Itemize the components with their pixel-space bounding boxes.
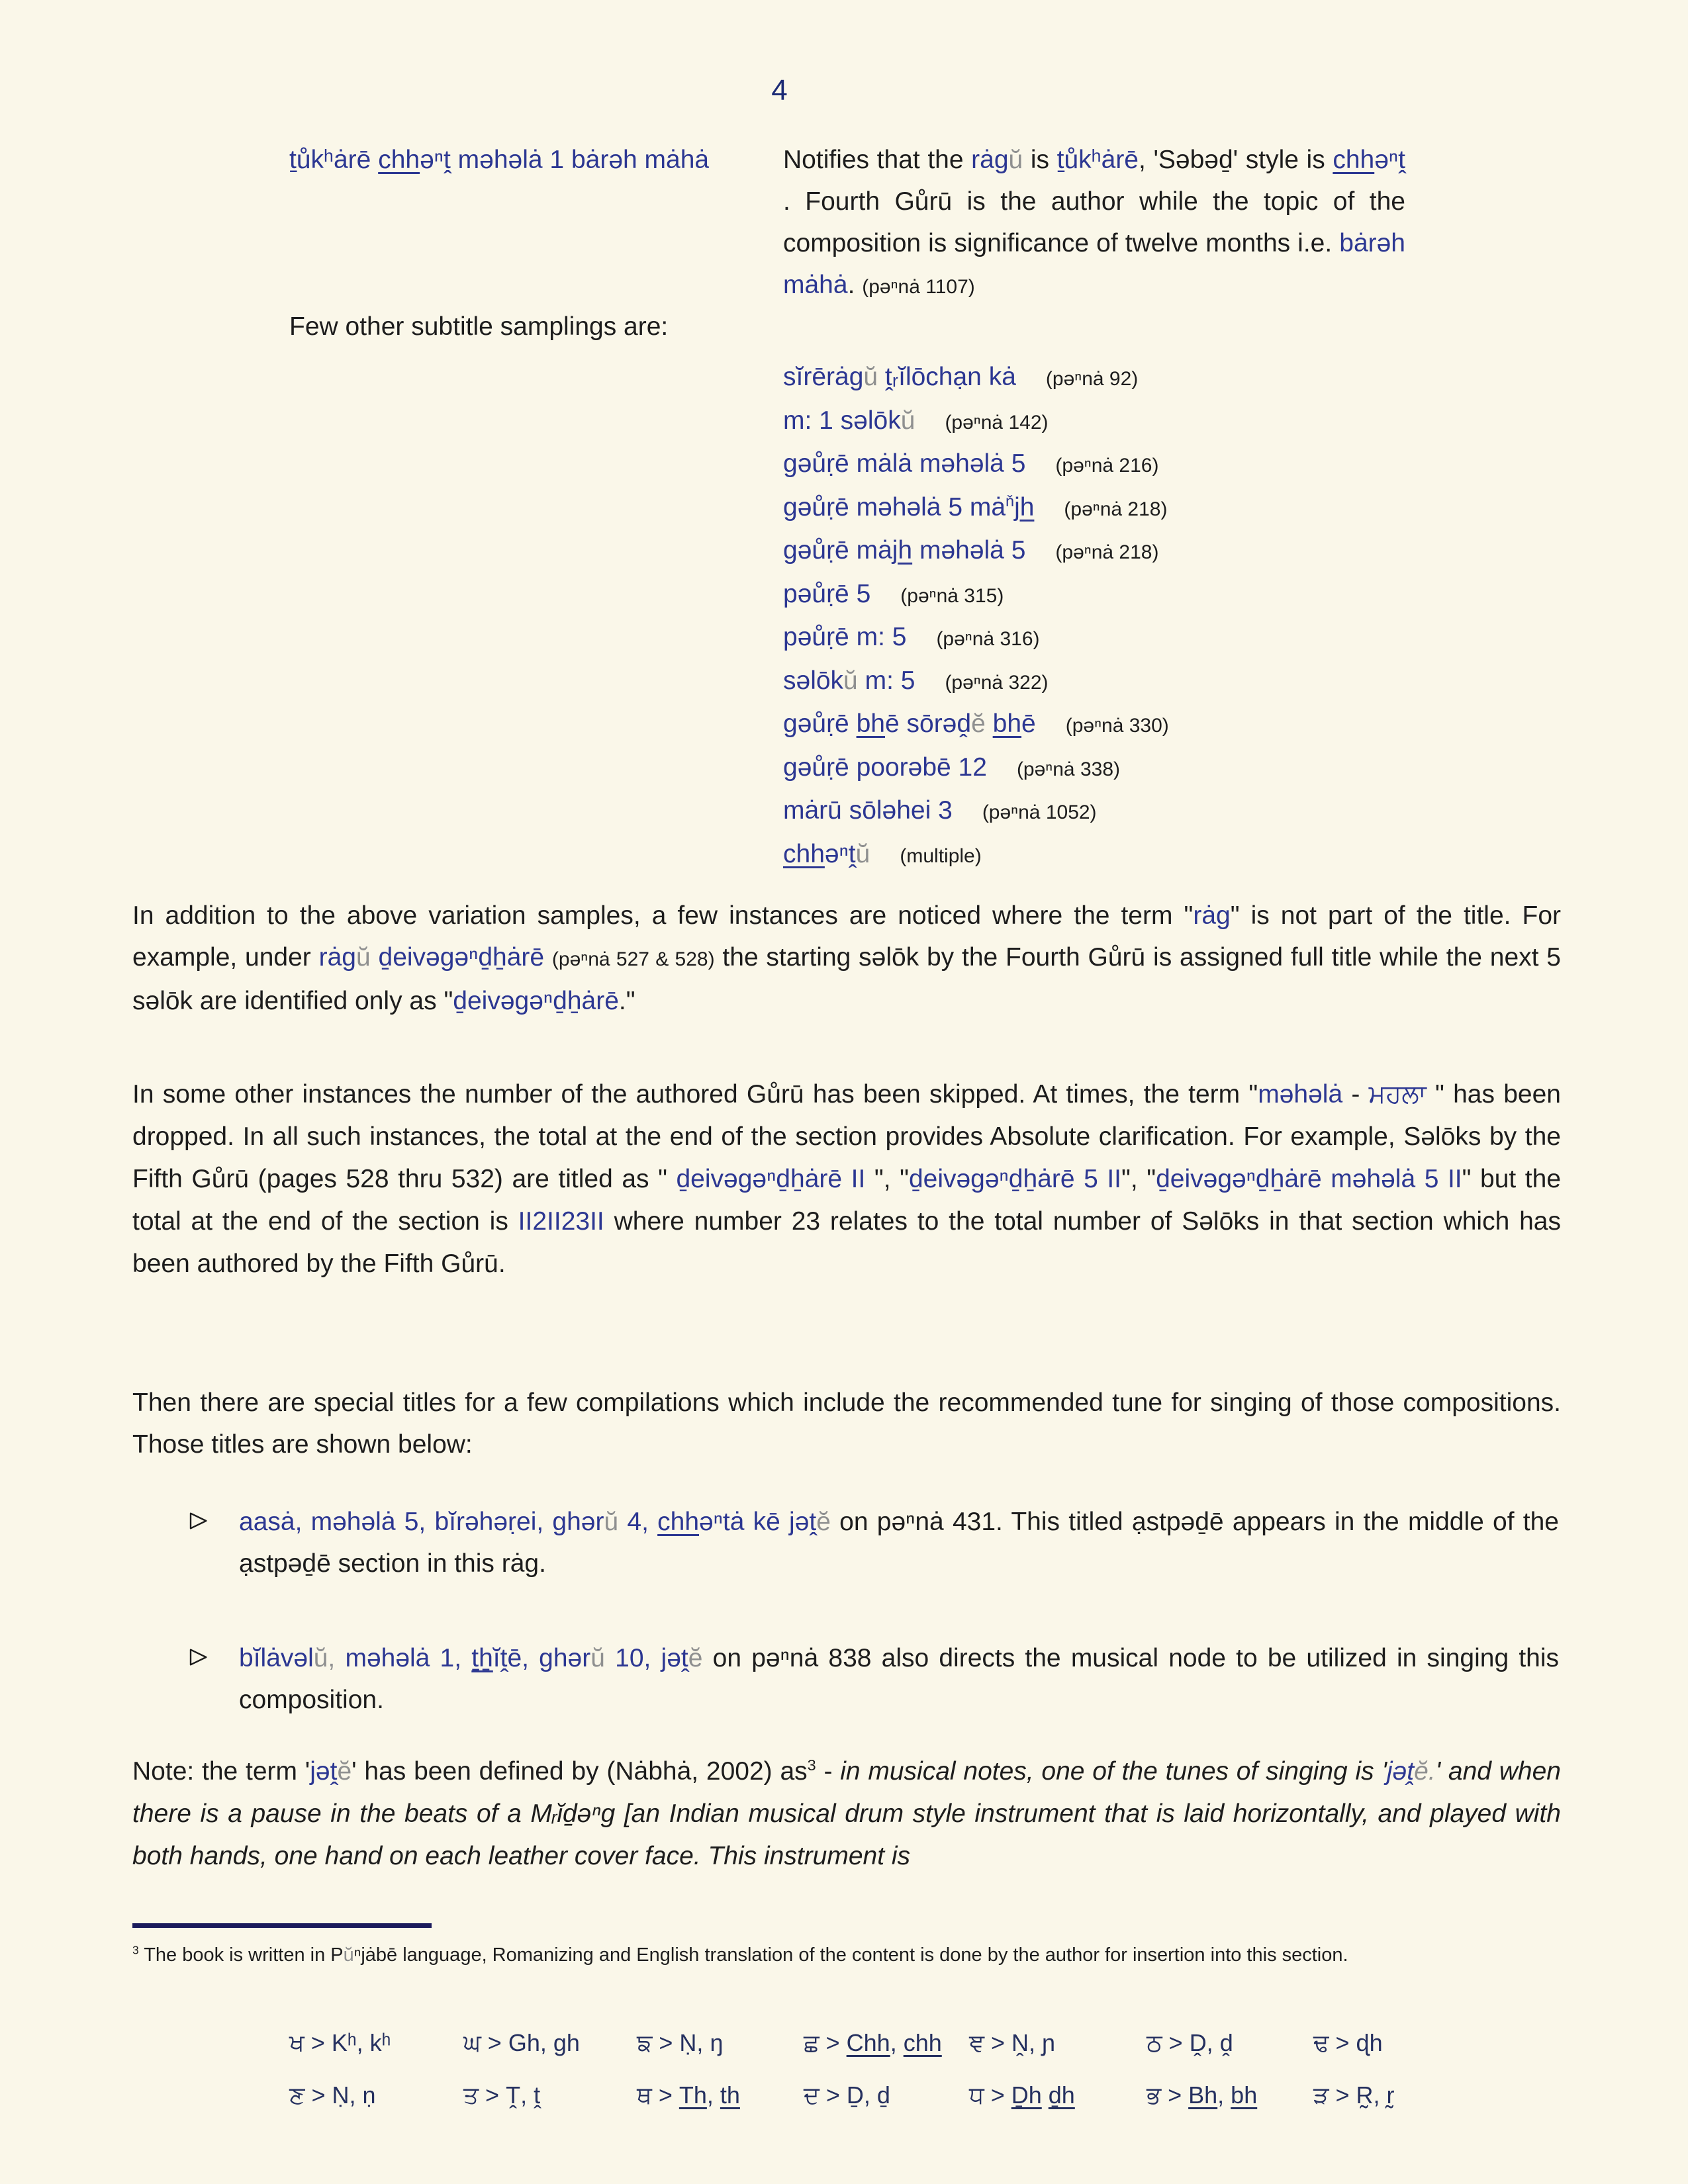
text-segment: rȧg bbox=[318, 943, 356, 972]
text-segment: Ḓ, ḓ bbox=[1189, 2029, 1233, 2056]
text-segment: ĕ bbox=[971, 709, 986, 738]
page-reference: (pəⁿnȧ 92) bbox=[1045, 368, 1139, 390]
list-item bbox=[783, 796, 1564, 840]
page-reference: (pəⁿnȧ 216) bbox=[1055, 455, 1159, 477]
text-segment: ḏeivəgəⁿḏẖȧrē bbox=[453, 987, 619, 1015]
text-segment: səlōk bbox=[783, 666, 844, 695]
text-segment: ḓ bbox=[957, 709, 972, 738]
text-segment: ਤ bbox=[463, 2082, 479, 2109]
text-segment: ṱ bbox=[1407, 1757, 1415, 1786]
text-segment: ḏh bbox=[1048, 2081, 1075, 2109]
page-reference: (pəⁿnȧ 315) bbox=[900, 584, 1004, 607]
text-segment: " is not part of the title. For example, under bbox=[132, 901, 1561, 972]
text-segment: > bbox=[984, 2029, 1012, 2056]
text-segment: th bbox=[720, 2081, 740, 2109]
subtitle-samples-list bbox=[783, 363, 1564, 883]
samples-caption: Few other subtitle samplings are: bbox=[289, 312, 669, 341]
text-segment: > bbox=[481, 2029, 508, 2056]
bullet-item-bilaval bbox=[187, 1637, 1559, 1721]
text-segment: ' and when there is a pause in the beats of a M bbox=[132, 1757, 1561, 1828]
text-segment: pəůṛē m: 5 bbox=[783, 623, 907, 651]
text-segment: - bbox=[1342, 1080, 1369, 1109]
text-segment bbox=[1042, 2081, 1049, 2109]
text-segment: ਭ bbox=[1147, 2082, 1162, 2109]
translit-cell bbox=[804, 2029, 969, 2058]
text-segment: jə bbox=[310, 1757, 330, 1786]
translit-cell bbox=[463, 2081, 637, 2110]
translit-cell bbox=[969, 2081, 1147, 2110]
text-segment: Note: the term ' bbox=[132, 1757, 310, 1786]
text-segment: ṱᵣĭlōchạn kȧ bbox=[878, 363, 1016, 391]
text-segment: ĕ. bbox=[1414, 1757, 1436, 1786]
text-segment: ਖ bbox=[289, 2030, 305, 2057]
page-reference: (pəⁿnȧ 142) bbox=[945, 411, 1049, 433]
list-item bbox=[783, 449, 1564, 493]
text-segment: aasȧ, məhəlȧ 5, bĭrəhəṛei, ghər bbox=[239, 1508, 604, 1536]
note-paragraph bbox=[132, 1751, 1561, 1878]
text-segment: ň bbox=[1006, 492, 1015, 510]
text-segment: ਞ bbox=[969, 2030, 985, 2057]
text-segment: > bbox=[305, 2081, 332, 2109]
text-segment: ' has been defined by (Nȧbhȧ, 2002) as bbox=[352, 1757, 808, 1786]
text-segment: the starting səlōk by the Fourth Gůrū is assigned full title while the next 5 səlōk are identified only as " bbox=[132, 943, 1561, 1015]
text-segment: Ḏ, ḏ bbox=[846, 2081, 890, 2109]
footnote-divider bbox=[132, 1923, 432, 1928]
text-segment: ḏeivəgəⁿḏẖȧrē məhəlȧ 5 II bbox=[1156, 1165, 1462, 1193]
text-segment: ᵣ bbox=[551, 1799, 557, 1828]
text-segment: ṱ bbox=[330, 1757, 338, 1786]
text-segment: ṯůkʰȧrē bbox=[1056, 146, 1139, 174]
text-segment: gəůṛē poorəbē 12 bbox=[783, 752, 987, 782]
text-segment: chh bbox=[783, 839, 825, 868]
text-segment: rȧg bbox=[971, 146, 1009, 174]
text-segment: Ṱ, ṱ bbox=[506, 2081, 541, 2109]
text-segment: Ṇ, ṇ bbox=[332, 2081, 376, 2109]
list-item bbox=[783, 623, 1564, 666]
translit-cell bbox=[1313, 2081, 1474, 2110]
text-segment: ŭ bbox=[900, 406, 915, 435]
text-segment: , bbox=[890, 2029, 904, 2056]
page-reference: (multiple) bbox=[900, 844, 982, 867]
translit-cell bbox=[289, 2081, 463, 2110]
paragraph-special-titles bbox=[132, 1382, 1561, 1465]
text-segment: ŭ bbox=[855, 839, 870, 868]
page-reference: (pəⁿnȧ 218) bbox=[1055, 541, 1159, 563]
text-segment: chh bbox=[378, 146, 420, 174]
text-segment: əⁿṱ bbox=[824, 839, 856, 868]
arrowhead-right-icon bbox=[187, 1637, 211, 1671]
text-segment: gəůṛē mȧ bbox=[783, 536, 892, 565]
page-reference: (pəⁿnȧ 330) bbox=[1065, 715, 1169, 737]
page-number: 4 bbox=[771, 74, 788, 107]
translit-cell bbox=[637, 2081, 804, 2110]
text-segment: ਧ bbox=[969, 2082, 984, 2109]
text-segment: m: 5 bbox=[857, 666, 915, 695]
text-segment: chh bbox=[903, 2029, 942, 2056]
text-segment: jh bbox=[892, 536, 913, 565]
text-segment: ŭ bbox=[843, 666, 858, 695]
text-segment: " has been dropped. In all such instances, the total at the end of the section provides Absolute clarification. For example, Səlōks by the Fifth Gůrū (pages 528 thru 532) are titled as " bbox=[132, 1080, 1561, 1193]
page-reference: (pəⁿnȧ 1052) bbox=[982, 801, 1097, 823]
text-segment: Notifies that the bbox=[783, 146, 972, 174]
translit-cell bbox=[969, 2029, 1147, 2058]
text-segment: ਮਹਲਾ bbox=[1368, 1079, 1427, 1109]
bullet-item-aasa bbox=[187, 1501, 1559, 1584]
text-segment: ĕ bbox=[688, 1644, 703, 1672]
page-reference: (pəⁿnȧ 316) bbox=[936, 628, 1040, 650]
text-segment: gəůṛē bbox=[783, 709, 857, 738]
text-segment bbox=[986, 709, 993, 738]
text-segment: m: 1 səlōk bbox=[783, 406, 901, 435]
text-segment: > bbox=[1161, 2081, 1189, 2109]
text-segment: Th bbox=[679, 2081, 707, 2109]
text-segment: məhəlȧ 1, bbox=[335, 1644, 472, 1672]
text-segment: Chh bbox=[846, 2029, 890, 2056]
page-reference: (pəⁿnȧ 218) bbox=[1064, 498, 1168, 520]
text-segment: ਙ bbox=[637, 2030, 653, 2057]
text-segment: mȧrū sōləhei 3 bbox=[783, 796, 953, 825]
page-reference: (pəⁿnȧ 322) bbox=[945, 671, 1049, 694]
text-segment: II2II23II bbox=[518, 1207, 604, 1236]
text-segment: > bbox=[1162, 2029, 1190, 2056]
text-segment: ਢ bbox=[1313, 2030, 1329, 2057]
translit-cell bbox=[463, 2029, 637, 2058]
text-segment: > bbox=[479, 2081, 506, 2109]
paragraph-variations bbox=[132, 895, 1561, 1022]
text-segment: ੜ bbox=[1313, 2082, 1329, 2109]
text-segment: , bbox=[706, 2081, 720, 2109]
text-segment: " but the total at the end of the section is bbox=[132, 1165, 1562, 1236]
table-row bbox=[289, 2081, 1474, 2134]
list-item bbox=[783, 363, 1564, 406]
text-segment: ਘ bbox=[463, 2030, 481, 2057]
text-segment: Ḏh bbox=[1011, 2081, 1042, 2109]
table-row bbox=[289, 2029, 1474, 2081]
text-segment: bh bbox=[1231, 2081, 1258, 2109]
text-segment: əⁿtȧ kē jə bbox=[699, 1508, 810, 1536]
text-segment: Ṇ, ŋ bbox=[679, 2029, 724, 2056]
text-segment: ŭ bbox=[863, 363, 878, 391]
text-segment: ṯẖ bbox=[471, 1644, 493, 1672]
text-segment: > bbox=[1329, 2081, 1356, 2109]
text-segment: > bbox=[984, 2081, 1011, 2109]
text-segment: gəůṛē mȧlȧ məhəlȧ 5 bbox=[783, 449, 1026, 478]
text-segment: ɖh bbox=[1356, 2029, 1383, 2056]
text-segment: ĕ bbox=[337, 1757, 352, 1786]
text-segment: - bbox=[816, 1757, 841, 1786]
text-segment: > bbox=[1329, 2029, 1356, 2056]
text-segment: > bbox=[652, 2029, 680, 2056]
text-segment bbox=[544, 943, 552, 972]
text-segment: ŭ bbox=[1008, 146, 1023, 174]
text-segment: Ṋ, ɲ bbox=[1011, 2029, 1056, 2056]
translit-cell bbox=[637, 2029, 804, 2058]
text-segment bbox=[371, 943, 379, 972]
list-item bbox=[783, 753, 1564, 797]
text-segment: 3 bbox=[807, 1756, 816, 1774]
text-segment: > bbox=[819, 2029, 847, 2056]
translit-cell bbox=[1147, 2029, 1313, 2058]
text-segment: ⁿjȧbē language, Romanizing and English translation of the content is done by the author for insertion into this section. bbox=[353, 1944, 1348, 1966]
text-segment: gəůṛē məhəlȧ 5 mȧ bbox=[783, 492, 1006, 522]
text-segment: . Fourth Gůrū is the author while the topic of the composition is significance of twelve months i.e. bbox=[783, 187, 1405, 257]
text-segment: bh bbox=[856, 709, 885, 738]
text-segment: rȧg bbox=[1193, 901, 1231, 930]
text-segment: məhəlȧ bbox=[1258, 1080, 1343, 1109]
list-item bbox=[783, 709, 1564, 753]
arrowhead-right-icon bbox=[187, 1501, 211, 1535]
text-segment: where number 23 relates to the total number of Səlōks in that section which has been authored by the Fifth Gůrū. bbox=[132, 1207, 1561, 1278]
text-segment: əⁿṱ bbox=[1374, 146, 1405, 174]
text-segment: ŭ bbox=[604, 1508, 619, 1536]
text-segment: ṯůkʰȧrē bbox=[289, 146, 379, 174]
text-segment: 4, bbox=[618, 1508, 658, 1536]
text-segment: ŭ bbox=[355, 943, 371, 972]
text-segment: ĭṱē, ghər bbox=[492, 1644, 591, 1672]
text-segment: ṱ bbox=[809, 1508, 817, 1536]
text-segment: ḏeivəgəⁿḏẖȧrē bbox=[378, 943, 545, 972]
bullet-text bbox=[239, 1501, 1559, 1584]
text-segment: 3 bbox=[132, 1943, 139, 1957]
text-segment: ਥ bbox=[637, 2082, 652, 2109]
text-segment: jh bbox=[1014, 492, 1035, 522]
paragraph-skipped-number bbox=[132, 1073, 1561, 1285]
text-segment: (pəⁿnȧ 1107) bbox=[862, 276, 975, 298]
text-segment: bh bbox=[992, 709, 1022, 738]
text-segment: The book is written in P bbox=[138, 1944, 344, 1966]
bullet-text bbox=[239, 1637, 1559, 1721]
text-segment: on pəⁿnȧ 838 also directs the musical node to be utilized in singing this composition. bbox=[239, 1644, 1560, 1714]
transliteration-table bbox=[289, 2029, 1474, 2134]
text-segment: > bbox=[304, 2029, 332, 2056]
text-segment: ē bbox=[1021, 709, 1036, 738]
text-segment: ŭ bbox=[343, 1944, 354, 1966]
text-segment: ŭ bbox=[590, 1644, 605, 1672]
title-translation-paragraph bbox=[783, 139, 1405, 308]
list-item bbox=[783, 493, 1564, 537]
text-segment: əⁿṱ bbox=[420, 146, 451, 174]
text-segment: ਛ bbox=[804, 2030, 820, 2057]
translit-cell bbox=[1147, 2081, 1313, 2110]
text-segment: . bbox=[847, 271, 863, 299]
text-segment: məhəlȧ 5 bbox=[912, 536, 1026, 565]
text-segment: ਠ bbox=[1147, 2030, 1162, 2057]
footnote bbox=[132, 1939, 1499, 1971]
text-segment: ", " bbox=[865, 1165, 909, 1193]
text-segment: bȧrəh mȧhȧ bbox=[783, 229, 1405, 299]
text-segment: Kʰ, kʰ bbox=[331, 2029, 391, 2056]
text-segment: pəůṛē 5 bbox=[783, 579, 871, 608]
text-segment: chh bbox=[1333, 146, 1375, 174]
text-segment: ਦ bbox=[804, 2082, 820, 2109]
text-segment: In some other instances the number of the authored Gůrū has been skipped. At times, the term " bbox=[132, 1080, 1258, 1109]
text-segment: ĭḏəⁿg [an Indian musical drum style instrument that is laid horizontally, and played with both hands, one hand on each leather cover face. This instrument is bbox=[132, 1799, 1561, 1870]
list-item bbox=[783, 666, 1564, 710]
list-item bbox=[783, 580, 1564, 623]
text-segment: (pəⁿnȧ 527 & 528) bbox=[551, 948, 715, 970]
text-segment: , bbox=[1217, 2081, 1231, 2109]
text-segment: > bbox=[651, 2081, 679, 2109]
text-segment: on pəⁿnȧ 431. This titled ạstpəḏē appears in the middle of the ạstpəḏē section in this rȧg. bbox=[239, 1508, 1559, 1578]
translit-cell bbox=[289, 2029, 463, 2058]
text-segment: in musical notes, one of the tunes of singing is ' bbox=[840, 1757, 1387, 1786]
text-segment: ਣ bbox=[289, 2082, 305, 2109]
text-segment: ĕ bbox=[816, 1508, 831, 1536]
text-segment: Then there are special titles for a few compilations which include the recommended tune for singing of those compositions. Those titles are shown below: bbox=[132, 1388, 1561, 1459]
text-segment: > bbox=[819, 2081, 847, 2109]
text-segment: bĭlȧvəl bbox=[239, 1644, 314, 1672]
text-segment: R̰, r̰ bbox=[1356, 2081, 1395, 2109]
text-segment: ", " bbox=[1121, 1165, 1156, 1193]
text-segment: ḏeivəgəⁿḏẖȧrē 5 II bbox=[908, 1165, 1121, 1193]
composition-title bbox=[289, 139, 713, 181]
page-reference: (pəⁿnȧ 338) bbox=[1016, 758, 1120, 780]
translit-cell bbox=[1313, 2029, 1474, 2058]
text-segment: məhəlȧ 1 bȧrəh mȧhȧ bbox=[450, 146, 710, 174]
list-item bbox=[783, 406, 1564, 450]
text-segment: chh bbox=[657, 1508, 700, 1536]
text-segment: ." bbox=[618, 987, 635, 1015]
text-segment: 10, jə bbox=[604, 1644, 681, 1672]
text-segment: , 'Səbəḏ' style is bbox=[1139, 146, 1333, 174]
list-item bbox=[783, 840, 1564, 884]
text-segment: In addition to the above variation samples, a few instances are noticed where the term " bbox=[132, 901, 1194, 930]
text-segment: jə bbox=[1386, 1757, 1407, 1786]
text-segment: Gh, gh bbox=[508, 2029, 580, 2056]
text-segment: ṱ bbox=[680, 1644, 688, 1672]
text-segment: Bh bbox=[1188, 2081, 1218, 2109]
list-item bbox=[783, 536, 1564, 580]
text-segment: ḏeivəgəⁿḏẖȧrē II bbox=[676, 1165, 866, 1193]
translit-cell bbox=[804, 2081, 969, 2110]
text-segment: ŭ, bbox=[313, 1644, 336, 1672]
text-segment: is bbox=[1023, 146, 1057, 174]
text-segment: sĭrērȧg bbox=[783, 363, 864, 391]
text-segment: ē sōrə bbox=[884, 709, 957, 738]
